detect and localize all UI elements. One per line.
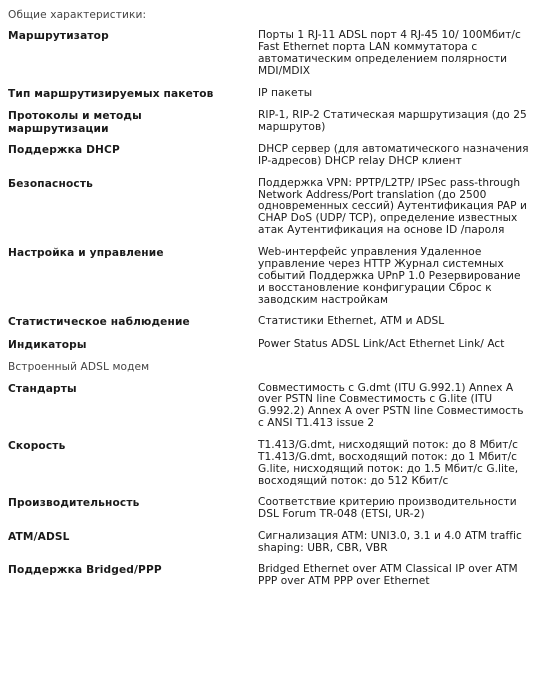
- spec-row-management: [8, 247, 544, 307]
- spec-label: Маршрутизатор: [8, 30, 109, 42]
- spec-value: T1.413/G.dmt, нисходящий поток: до 8 Мбит/с T1.413/G.dmt, восходящий поток: до 1 Мбит/с G.lite, нисходящий поток: до 1.5 Мбит/с G.lite, восходящий поток: до 512 Кбит/с: [258, 439, 519, 487]
- spec-row-router: [8, 30, 544, 78]
- spec-value: Поддержка VPN: PPTP/L2TP/ IPSec pass-through Network Address/Port translation (до 2500 одновременных сессий) Аутентификация PAP и CHAP DoS (UDP/ TCP), определение известных атак Аутентификация на основе ID /пароля: [258, 176, 527, 237]
- spec-row-packet-type: [8, 88, 544, 101]
- spec-value: Совместимость с G.dmt (ITU G.992.1) Annex A over PSTN line Совместимость с G.lite (ITU G.992.2) Annex A over PSTN line Совместимость с ANSI T1.413 issue 2: [258, 381, 524, 430]
- spec-row-routing-protocols: [8, 110, 544, 137]
- spec-row-atm-adsl: [8, 531, 544, 555]
- spec-row-bridged-ppp: [8, 564, 544, 588]
- spec-label: Скорость: [8, 440, 66, 453]
- spec-value: RIP-1, RIP-2 Статическая маршрутизация (до 25 маршрутов): [258, 109, 527, 133]
- spec-row-standards: [8, 383, 544, 431]
- spec-value: Порты 1 RJ-11 ADSL порт 4 RJ-45 10/ 100Мбит/с Fast Ethernet порта LAN коммутатора с автоматическим определением полярности MDI/MDIX: [258, 29, 521, 77]
- section-title-general: Общие характеристики:: [8, 9, 147, 21]
- section-title-adsl-modem: Встроенный ADSL модем: [8, 360, 150, 373]
- spec-label: Настройка и управление: [8, 247, 164, 260]
- spec-label: Тип маршрутизируемых пакетов: [8, 87, 214, 100]
- spec-label: Поддержка Bridged/PPP: [8, 564, 162, 577]
- spec-value: Bridged Ethernet over ATM Classical IP over ATM PPP over ATM PPP over Ethernet: [258, 563, 518, 588]
- spec-value: DHCP сервер (для автоматического назначения IP-адресов) DHCP relay DHCP клиент: [258, 142, 529, 167]
- spec-row-speed: [8, 440, 544, 488]
- spec-value: Статистики Ethernet, ATM и ADSL: [258, 314, 445, 327]
- spec-row-performance: [8, 497, 544, 521]
- spec-label: Производительность: [8, 496, 140, 509]
- spec-label: Поддержка DHCP: [8, 143, 120, 156]
- spec-label: ATM/ADSL: [8, 530, 70, 543]
- spec-row-indicators: [8, 339, 544, 352]
- spec-label: Индикаторы: [8, 339, 87, 352]
- spec-row-dhcp: [8, 144, 544, 168]
- spec-label: Стандарты: [8, 382, 77, 395]
- spec-label: Протоколы и методы маршрутизации: [8, 110, 142, 136]
- spec-label: Безопасность: [8, 177, 93, 190]
- spec-value: Web-интерфейс управления Удаленное управление через HTTP Журнал системных событий Поддержка UPnP 1.0 Резервирование и восстановление конфигурации Сброс к заводским настройкам: [258, 246, 521, 306]
- spec-value: IP пакеты: [258, 86, 313, 99]
- spec-label: Статистическое наблюдение: [8, 315, 190, 328]
- spec-value: Сигнализация ATM: UNI3.0, 3.1 и 4.0 ATM traffic shaping: UBR, CBR, VBR: [258, 529, 522, 554]
- spec-value: Power Status ADSL Link/Act Ethernet Link/ Act: [258, 338, 505, 351]
- spec-row-statistics: [8, 316, 544, 329]
- spec-value: Соответствие критерию производительности DSL Forum TR-048 (ETSI, UR-2): [258, 495, 517, 520]
- spec-row-security: [8, 178, 544, 238]
